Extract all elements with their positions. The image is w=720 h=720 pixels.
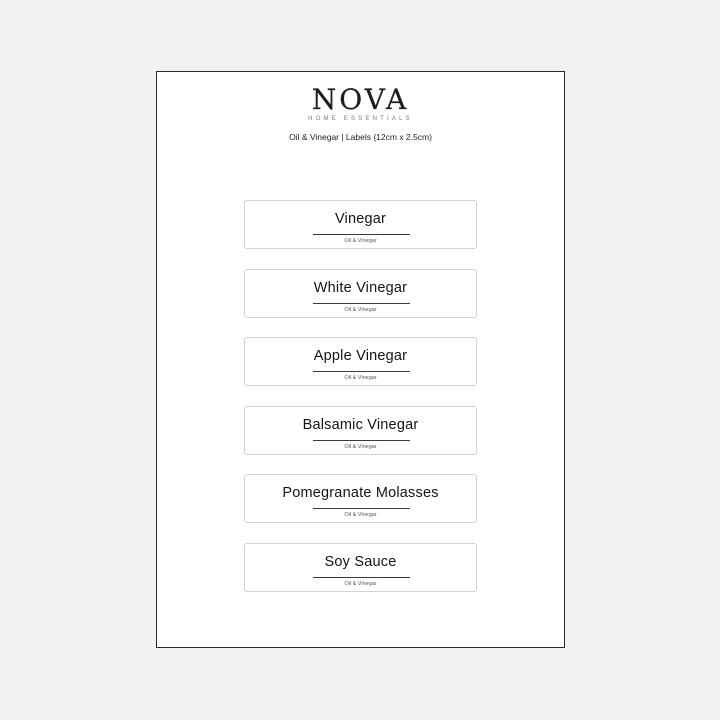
label-card — [244, 543, 477, 592]
label-title: White Vinegar — [313, 279, 408, 296]
label-category: Oil & Vinegar — [344, 580, 377, 587]
label-category: Oil & Vinegar — [344, 443, 377, 450]
label-card — [244, 406, 477, 455]
label-divider — [313, 440, 410, 441]
label-card — [244, 474, 477, 523]
label-list — [244, 200, 477, 611]
label-card — [244, 269, 477, 318]
label-divider — [313, 234, 410, 235]
label-divider — [313, 508, 410, 509]
label-sheet — [156, 71, 565, 648]
label-divider — [313, 371, 410, 372]
sheet-subtitle: Oil & Vinegar | Labels (12cm x 2.5cm) — [289, 132, 432, 142]
brand-logo — [157, 85, 564, 123]
label-category: Oil & Vinegar — [344, 375, 377, 381]
label-category: Oil & Vinegar — [344, 512, 377, 518]
label-title: Balsamic Vinegar — [302, 416, 419, 433]
brand-name: NOVA — [311, 83, 410, 116]
label-divider — [313, 577, 410, 578]
label-title: Pomegranate Molasses — [282, 485, 439, 501]
label-title: Vinegar — [334, 211, 387, 227]
label-title: Soy Sauce — [324, 553, 397, 570]
label-card — [244, 200, 477, 249]
brand-tagline: HOME ESSENTIALS — [308, 116, 413, 122]
label-title: Apple Vinegar — [313, 348, 408, 364]
label-card — [244, 337, 477, 386]
label-category: Oil & Vinegar — [344, 306, 377, 313]
label-category: Oil & Vinegar — [344, 238, 377, 244]
label-divider — [313, 303, 410, 304]
